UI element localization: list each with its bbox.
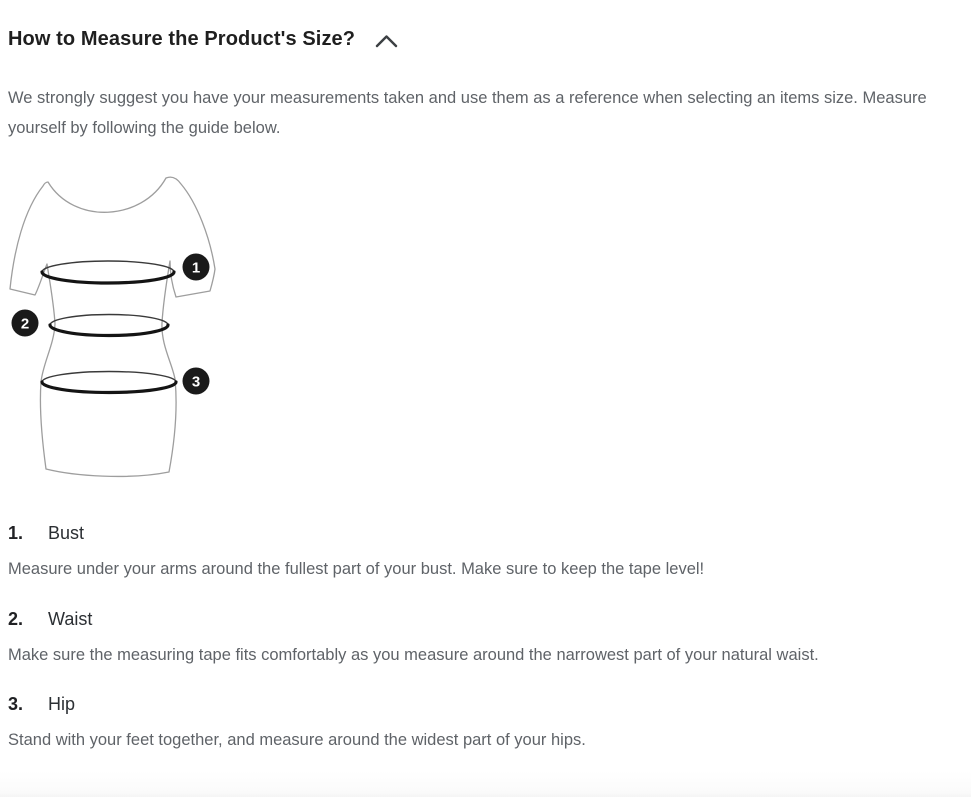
section-heading-hip [8,692,963,716]
intro-paragraph: We strongly suggest you have your measurements taken and use them as a reference when selecting an items size. Measure yourself by following the guide below. [8,89,927,137]
section-label: Hip [48,694,76,714]
section-description-waist: Make sure the measuring tape fits comfortably as you measure around the narrowest part of your natural waist. [8,646,819,664]
waist-marker-badge [12,310,39,337]
size-guide-accordion-header[interactable] [8,28,398,51]
section-label: Waist [48,609,93,629]
hip-marker-badge [183,368,210,395]
chevron-up-icon[interactable] [375,34,398,48]
dress-outline [10,177,215,476]
section-label: Bust [48,523,85,543]
measurement-diagram [4,165,971,500]
page-title: How to Measure the Product's Size? [8,28,356,50]
section-number: 1. [8,523,24,543]
section-description-hip: Stand with your feet together, and measure around the widest part of your hips. [8,731,586,749]
section-description-bust: Measure under your arms around the fullest part of your bust. Make sure to keep the tape level! [8,560,705,578]
section-number: 2. [8,609,24,629]
bust-marker-badge [183,254,210,281]
section-heading-bust [8,521,963,545]
svg-text:1: 1 [191,259,201,277]
section-number: 3. [8,694,24,714]
bottom-fade-overlay [0,771,971,797]
svg-text:2: 2 [20,315,30,333]
svg-text:3: 3 [191,373,201,391]
size-guide-panel [0,28,971,797]
section-heading-waist [8,607,963,631]
